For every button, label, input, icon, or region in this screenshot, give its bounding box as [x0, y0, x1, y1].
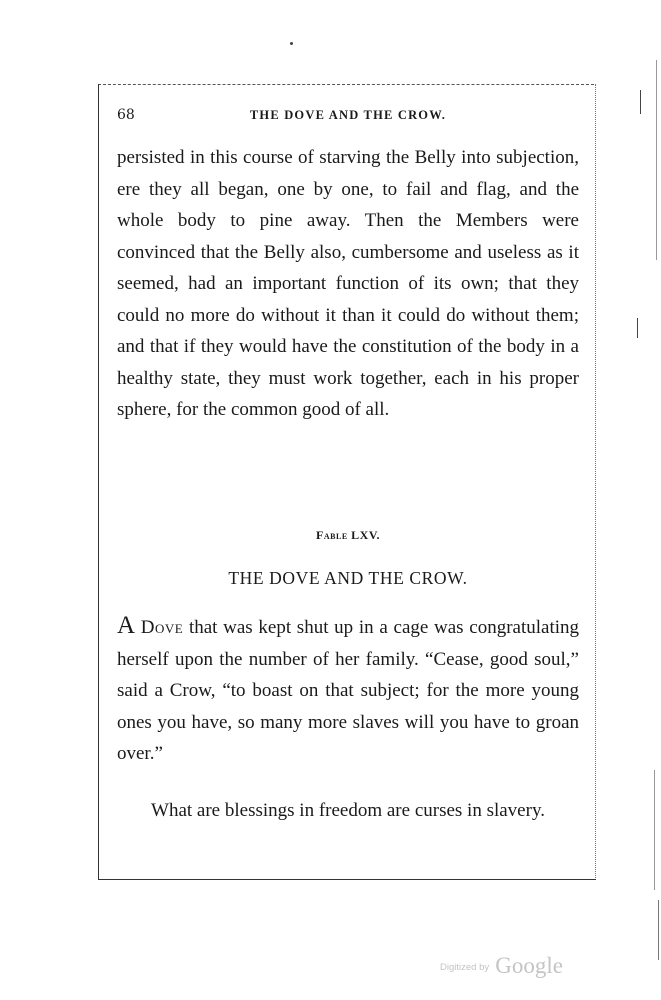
digitization-watermark	[440, 953, 563, 987]
running-head	[117, 107, 579, 127]
scan-edge-mark	[658, 900, 659, 960]
initial-letter: A	[117, 612, 136, 639]
page-number: 68	[117, 107, 135, 123]
scan-edge-mark	[637, 318, 638, 338]
lead-word: Dove	[140, 617, 184, 638]
page-border-left	[98, 84, 99, 880]
previous-fable-ending: persisted in this course of starving the Belly into subjection, ere they all began, one by one, to fail and flag, and the whole body to pine away. Then the Members were convinced that the Belly also, cumbersome and useless as it seemed, had an important function of its own; that they could no more do without it than it could do without them; and that if they would have the constitution of the body in a healthy state, they must work together, each in his proper sphere, for the common good of all.	[117, 147, 579, 420]
google-logo: Google	[495, 953, 563, 978]
watermark-prefix: Digitized by	[440, 962, 490, 973]
fable-text	[117, 612, 579, 770]
scan-edge-mark	[656, 60, 657, 260]
scan-edge-mark	[640, 90, 641, 114]
running-title: THE DOVE AND THE CROW.	[249, 108, 447, 122]
fable-title: THE DOVE AND THE CROW.	[228, 568, 468, 588]
fable-number	[117, 528, 579, 543]
page-border-top	[98, 84, 594, 85]
page-border-right	[595, 84, 596, 880]
ink-speck	[290, 42, 293, 45]
fable-number-text: Fable LXV.	[316, 528, 380, 542]
scan-edge-mark	[654, 770, 655, 890]
page-border-bottom	[98, 879, 596, 880]
fable-moral: What are blessings in freedom are curses in slavery.	[151, 800, 545, 821]
fable-body: that was kept shut up in a cage was congratulating herself upon the number of her family. “Cease, good soul,” said a Crow, “to boast on that subject; for the more young ones you have, so many more slaves will you have to groan over.”	[117, 617, 580, 764]
